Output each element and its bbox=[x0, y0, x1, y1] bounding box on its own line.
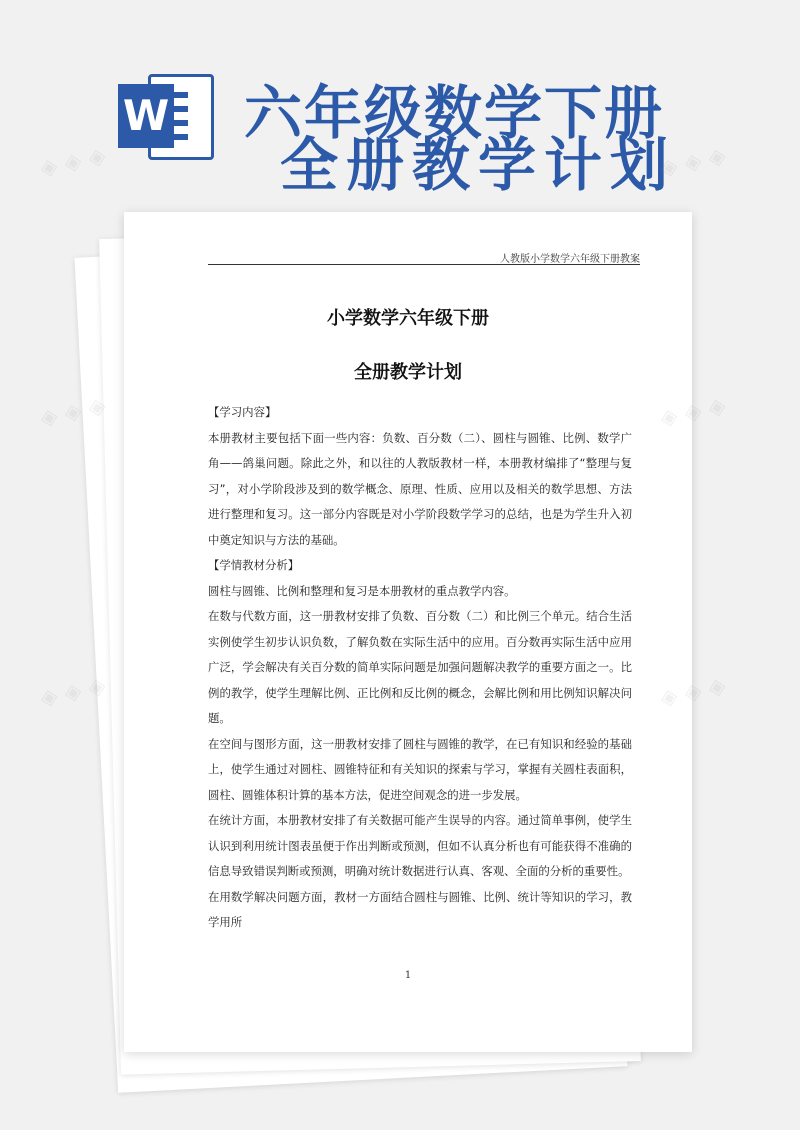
document-body bbox=[208, 400, 632, 936]
paragraph-numbers-algebra: 在数与代数方面，这一册教材安排了负数、百分数（二）和比例三个单元。结合生活实例使学生初步认识负数，了解负数在实际生活中的应用。百分数再实际生活中应用广泛，学会解决有关百分数的简单实际问题是加强问题解决教学的重要方面之一。比例的教学，使学生理解比例、正比例和反比例的概念，会解比例和用比例知识解决问题。 bbox=[208, 609, 632, 725]
watermark-mark: ◈ ◈ ◈ bbox=[38, 393, 108, 432]
header-divider bbox=[208, 264, 640, 265]
banner bbox=[0, 0, 800, 210]
paragraph-learning-content: 本册教材主要包括下面一些内容：负数、百分数（二）、圆柱与圆锥、比例、数学广角——鸽巢问题。除此之外，和以往的人教版教材一样，本册教材编排了“整理与复习”，对小学阶段涉及到的数学概念、原理、性质、应用以及相关的数学思想、方法进行整理和复习。这一部分内容既是对小学阶段数学学习的总结，也是为学生升入初中奠定知识与方法的基础。 bbox=[208, 430, 632, 547]
watermark-mark: ◈ ◈ ◈ bbox=[658, 673, 728, 712]
word-logo-letter: W bbox=[118, 84, 174, 148]
watermark-mark: ◈ ◈ ◈ bbox=[658, 393, 728, 432]
page-header: 人教版小学数学六年级下册教案 bbox=[500, 254, 640, 265]
paragraph-problem-solving: 在用数学解决问题方面，教材一方面结合圆柱与圆锥、比例、统计等知识的学习，教学用所 bbox=[208, 889, 632, 929]
paragraph-statistics: 在统计方面，本册教材安排了有关数据可能产生误导的内容。通过简单事例，使学生认识到利用统计图表虽便于作出判断或预测，但如不认真分析也有可能获得不准确的信息导致错误判断或预测，明确对统计数据进行认真、客观、全面的分析的重要性。 bbox=[208, 813, 632, 878]
document-page bbox=[124, 212, 692, 1052]
banner-title-line1: 六年级数学下册 bbox=[244, 79, 665, 147]
document-title-line2: 全册教学计划 bbox=[354, 362, 462, 383]
paragraph-key-content: 圆柱与圆锥、比例和整理和复习是本册教材的重点教学内容。 bbox=[208, 583, 516, 598]
watermark-mark: ◈ ◈ ◈ bbox=[38, 673, 108, 712]
paragraph-space-geometry: 在空间与图形方面，这一册教材安排了圆柱与圆锥的教学，在已有知识和经验的基础上，使学生通过对圆柱、圆锥特征和有关知识的探索与学习，掌握有关圆柱表面积，圆柱、圆锥体积计算的基本方法，促进空间观念的进一步发展。 bbox=[208, 736, 632, 802]
section-heading-learning-content: 【学习内容】 bbox=[208, 405, 277, 419]
banner-title-line2: 全册教学计划 bbox=[280, 131, 677, 199]
watermark-mark: ◈ ◈ ◈ bbox=[658, 143, 728, 182]
section-heading-analysis: 【学情教材分析】 bbox=[208, 558, 300, 572]
page-number: 1 bbox=[404, 970, 412, 981]
document-title-line1: 小学数学六年级下册 bbox=[327, 308, 489, 329]
watermark-mark: ◈ ◈ ◈ bbox=[38, 143, 108, 182]
word-document-icon bbox=[118, 68, 218, 164]
